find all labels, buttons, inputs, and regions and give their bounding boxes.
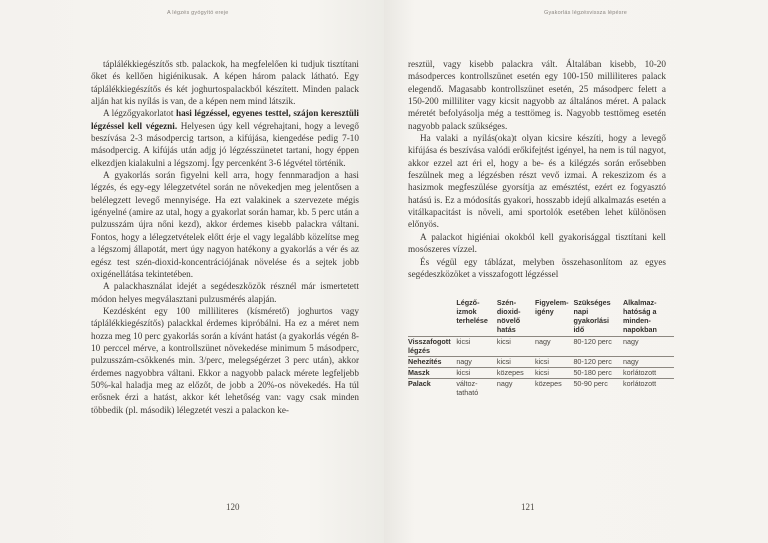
table-cell: 80-120 perc	[573, 337, 623, 357]
right-page	[384, 0, 768, 543]
text-run: A gyakorlás során figyelni kell arra, hogy fennmaradjon a hasi légzés, és egy-egy lélegzetvétel során ne növekedjen meg jelentősen a belélegzett levegő mennyisége. Ha ezt valakinek a szervezete mégis igényelné (amire az utal, hogy a gyakorlat során hamar, kb. 5 perc után a pulzusszám újra nőni kezd), akkor érdemes kisebb palackra váltani. Fontos, hogy a lélegzetvételek előtt érje el vagy legalább közelítse meg a légszomj állapotát, mert úgy nagyon hatékony a gyakorlás a vér és az egész test szén-dioxid-koncentrációjának növelése és a sejtek jobb oxigénellátása tekintetében.	[91, 170, 359, 279]
table-cell: közepes	[497, 368, 535, 379]
paragraph	[91, 169, 359, 280]
text-run: táplálékkiegészítős stb. palackok, ha megfelelően ki tudjuk tisztítani őket és kellően higiénikusak. A képen három palack látható. Egy táplálékkiegészítős és két joghurtospalackból készített. Minden palack alján hat kis nyílás is van, de a képen nem mind látszik.	[91, 59, 359, 107]
column-header: Alkalmaz-hatóság a minden-napokban	[622, 298, 657, 334]
bold-text: hasi légzéssel, egyenes testtel, szájon keresztüli légzéssel kell végezni.	[91, 108, 359, 131]
table-cell: korlátozott	[623, 368, 674, 379]
page-number: 120	[226, 502, 240, 512]
table-cell: kicsi	[535, 368, 573, 379]
paragraph	[91, 107, 359, 169]
table-cell: 50-180 perc	[573, 368, 623, 379]
column-header: Figyelem-igény	[534, 298, 569, 316]
row-label: Visszafogott légzés	[408, 337, 456, 357]
paragraph	[408, 231, 666, 256]
table-cell: 50-90 perc	[573, 379, 623, 399]
table-cell: nagy	[535, 337, 573, 357]
table-cell: nagy	[456, 357, 497, 368]
column-header	[408, 298, 456, 337]
page-number: 121	[521, 502, 535, 512]
paragraph	[408, 58, 666, 132]
table-cell: nagy	[623, 357, 674, 368]
text-run: Helyesen úgy kell végrehajtani, hogy a levegő beszívása 2-3 másodpercig tartson, a kifújása, kiengedése pedig 7-10 másodpercig. A kifújás után adjg jó légzésszünetet tartani, hogy éppen elkezdjen kialakulni a légszomj. Így percenként 3-6 légvétel történik.	[91, 120, 359, 168]
table-row	[408, 357, 674, 368]
body-text	[408, 58, 666, 280]
column-header: Légző-izmok terhelése	[456, 298, 488, 325]
text-run: A légzőgyakorlatot	[103, 108, 176, 119]
table-cell: 80-120 perc	[573, 357, 623, 368]
paragraph	[91, 280, 359, 305]
table-row	[408, 379, 674, 399]
column-header: Szén-dioxid-növelő hatás	[496, 298, 521, 334]
table-row	[408, 337, 674, 357]
text-run: És végül egy táblázat, melyben összehasonlítom az egyes segédeszközöket a visszafogott légzéssel	[408, 256, 666, 279]
text-run: A palackhasználat idejét a segédeszközök résznél már ismertetett módon helyes megválasztani pulzusmérés alapján.	[91, 281, 359, 304]
table-cell: kicsi	[535, 357, 573, 368]
table-cell: nagy	[497, 379, 535, 399]
table-header-row	[408, 298, 674, 337]
paragraph	[408, 256, 666, 281]
table-cell: kicsi	[497, 337, 535, 357]
table-cell: közepes	[535, 379, 573, 399]
table-cell: korlátozott	[623, 379, 674, 399]
paragraph	[408, 132, 666, 231]
body-text	[91, 58, 359, 416]
running-head: Gyakorlás légzésvissza lépésre	[544, 10, 628, 16]
table-cell: nagy	[623, 337, 674, 357]
text-run: Kezdésként egy 100 milliliteres (kísmérető) joghurtos vagy táplálékkiegészítős) palackkal érdemes kipróbálni. Ha ez a méret nem hozza meg 10 perc gyakorlás során a kívánt hatást (a gyakorlás végén 8-10 perccel mérve, a kontrollszünet növekedése minimum 5 másodperc, pulzusszám-csökkenés min. 3/perc, melegségérzet 3 perc után), akkor érdemes nagyobbra váltani. Ekkor a nagyobb palack mérete legfeljebb 50%-kal haladja meg az előzőt, de jobb a 20%-os növekedés. Ha túl erősnek érzi a hatást, akkor két lehetőség van: vagy csak minden többedik (pl. második) lélegzetét veszi a palackon ke-	[91, 305, 359, 415]
row-label: Palack	[408, 379, 456, 399]
table-row	[408, 368, 674, 379]
paragraph	[91, 58, 359, 107]
row-label: Maszk	[408, 368, 456, 379]
table-cell: kicsi	[456, 337, 497, 357]
paragraph	[91, 305, 359, 416]
text-run: Ha valaki a nyílás(oka)t olyan kicsire készíti, hogy a levegő kifújása és beszívása valódi erőkifejtést igényel, ha nem is túl nagyot, akkor ezzel azt éri el, hogy a be- és a kilégzés során erősebben feszülnek meg a légzésben részt vevő izmai. A rekeszizom és a hasizmok megfeszülése gyorsítja az emésztést, ezért ez fogyasztó hatású is. Ez a módosítás gyakori, hosszabb idejű alkalmazás esetén a vitálkapacitást is növeli, ami sportolók esetében lehet különösen előnyös.	[408, 133, 666, 230]
column-header: Szükséges napi gyakorlási idő	[573, 298, 611, 334]
row-label: Nehezítés	[408, 357, 456, 368]
text-run: resztül, vagy kisebb palackra vált. Általában kisebb, 10-20 másodperces kontrollszünet esetén egy 100-150 milliliteres palack elegendő. Magasabb kontrollszünet esetén, 25 másodperc felett a 150-200 milliliter vagy kicsit nagyobb az általános méret. A palack méretét befolyásolja még a testtömeg is. Nagyobb testtömeg esetén nagyobb palack szükséges.	[408, 59, 666, 131]
comparison-table	[408, 298, 674, 398]
text-run: A palackot higiéniai okokból kell gyakorisággal tisztítani kell mosószeres vízzel.	[408, 231, 666, 255]
running-head: A légzés gyógyító ereje	[167, 10, 229, 16]
table-cell: kicsi	[497, 357, 535, 368]
table-cell: kicsi	[456, 368, 497, 379]
table-cell: változ-tatható	[456, 379, 497, 399]
